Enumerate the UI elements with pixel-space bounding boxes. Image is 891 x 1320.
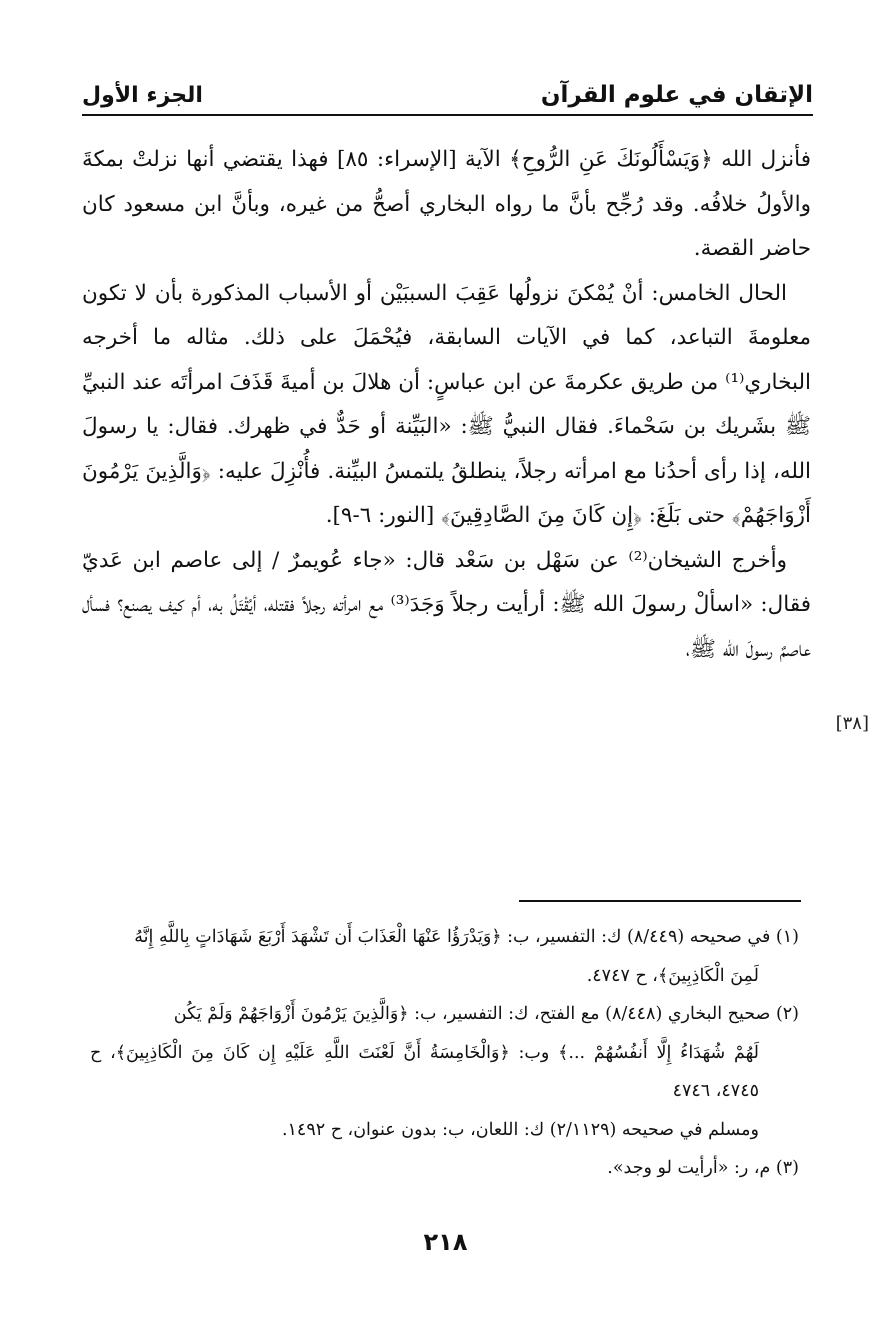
book-title: الإتقان في علوم القرآن: [540, 82, 813, 108]
footnote-line: (٣) م، ر: «أرأيت لو وجد».: [607, 1158, 799, 1178]
footnote-separator: [519, 900, 801, 902]
footnote-line: (٢) صحيح البخاري (٨/٤٤٨) مع الفتح، ك: التفسير، ب: ﴿وَالَّذِينَ يَرْمُونَ أَزْوَاجَهُمْ وَلَمْ يَكُن: [173, 1004, 799, 1024]
paragraph: الحال الخامس: أنْ يُمْكنَ نزولُها عَقِبَ السببَيْن أو الأسباب المذكورة بأن لا تكون معلومةَ التباعد، كما في الآيات السابقة، فيُحْمَلَ على ذلك. مثاله ما أخرجه البخاري⁽¹⁾ من طريق عكرمةَ عن ابن عباسٍ: أن هلالَ بن أميةَ قَذَفَ امرأتَه عند النبيِّ ﷺ بشَريك بن سَحْماءَ. فقال النبيُّ ﷺ: «البَيِّنة أو حَدٌّ في ظهرك. فقال: يا رسولَ الله، إذا رأى أحدُنا مع امرأته رجلاً، ينطلقُ يلتمسُ البيِّنة. فأُنْزِلَ عليه: ﴿وَالَّذِينَ يَرْمُونَ أَزْوَاجَهُمْ﴾ حتى بَلَغَ: ﴿إِن كَانَ مِنَ الصَّادِقِينَ﴾ [النور: ٦-٩].: [82, 280, 811, 528]
footnote-line: لَمِنَ الْكَاذِبِينَ﴾، ح ٤٧٤٧.: [586, 965, 759, 986]
manuscript-folio-marker: [٣٨]: [835, 713, 869, 734]
footnote-line: (١) في صحيحه (٨/٤٤٩) ك: التفسير، ب: ﴿وَيَدْرَؤُا عَنْهَا الْعَذَابَ أَن تَشْهَدَ أَرْبَعَ شَهَادَاتٍ بِاللَّهِ إِنَّهُ: [134, 927, 799, 947]
footnote-line: لَهُمْ شُهَدَاءُ إِلَّا أَنفُسُهُمْ ...﴾ وب: ﴿وَالْخَامِسَةُ أَنَّ لَعْنَتَ اللَّهِ عَلَيْهِ إِن كَانَ مِنَ الْكَاذِبِينَ﴾، ح ٤٧٤٥، ٤٧٤٦: [90, 1042, 759, 1101]
footnote-line: ومسلم في صحيحه (٢/١١٢٩) ك: اللعان، ب: بدون عنوان، ح ١٤٩٢.: [281, 1119, 759, 1140]
page-number: ٢١٨: [423, 1228, 468, 1256]
main-text: [82, 138, 811, 672]
paragraph: وأخرج الشيخان⁽²⁾ عن سَهْل بن سَعْد قال: «جاء عُويمرٌ / إلى عاصم ابن عَديّ فقال: «اسألْ رسولَ الله ﷺ: أرأيت رجلاً وَجَدَ⁽³⁾ مع امرأته رجلاً فقتله، أيُقْتَلُ به، أم كيف يصنع؟ فسأل عاصمٌ رسولَ الله ﷺ،: [82, 547, 811, 662]
running-header: [82, 68, 813, 108]
volume-label: الجزء الأول: [82, 83, 203, 108]
footnotes: [90, 918, 799, 1188]
paragraph: فأنزل الله ﴿وَيَسْأَلُونَكَ عَنِ الرُّوحِ﴾ الآية [الإسراء: ٨٥] فهذا يقتضي أنها نزلتْ بمكةَ والأولُ خلافُه. وقد رُجِّح بأنَّ ما رواه البخاري أصحُّ من غيره، وبأنَّ ابن مسعود كان حاضر القصة.: [82, 147, 811, 261]
header-rule: [82, 114, 813, 116]
